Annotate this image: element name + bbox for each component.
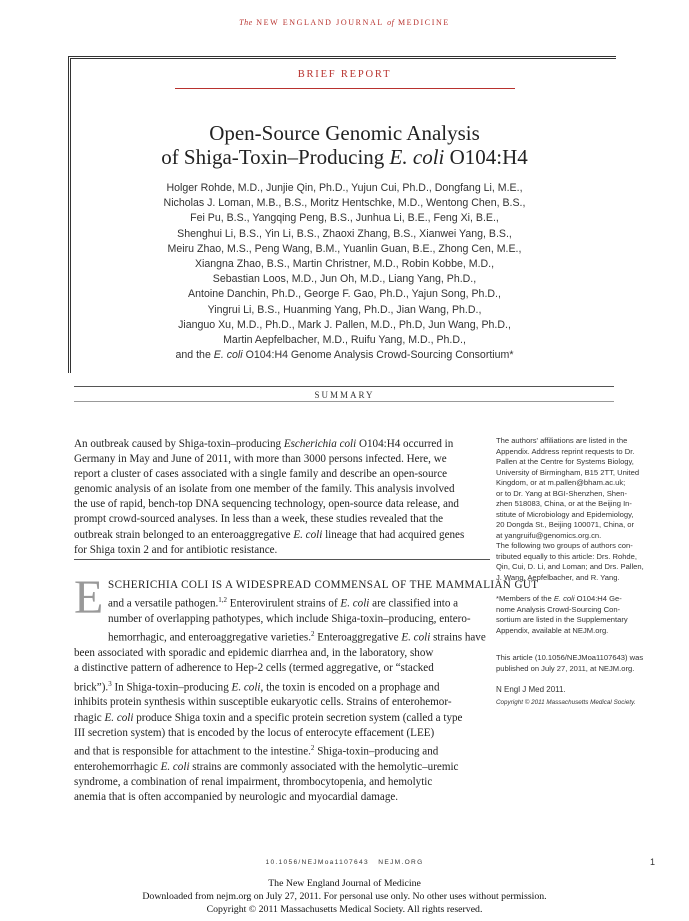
title-line-2-pre: of Shiga-Toxin–Producing: [161, 145, 390, 169]
author-line: Sebastian Loos, M.D., Jun Oh, M.D., Liang Yang, Ph.D.,: [212, 273, 477, 286]
affiliation-line: Kingdom, or at m.pallen@bham.ac.uk;: [496, 478, 626, 487]
author-line: Fei Pu, B.S., Yangqing Peng, B.S., Junhua Li, B.E., Feng Xi, B.E.,: [190, 212, 499, 225]
sidebar-published-note: [496, 653, 666, 674]
author-line: Nicholas J. Loman, M.B., B.S., Moritz Hentschke, M.D., Wentong Chen, B.S.,: [163, 197, 526, 210]
sidebar-consortium-note: [496, 594, 666, 636]
download-line: The New England Journal of Medicine: [268, 878, 421, 889]
citation-text: N Engl J Med 2011.: [496, 685, 566, 694]
affiliation-line: or to Dr. Yang at BGI-Shenzhen, Shen-: [496, 488, 627, 498]
affiliation-line: Pallen at the Centre for Systems Biology,: [496, 457, 634, 466]
author-line: Jianguo Xu, M.D., Ph.D., Mark J. Pallen, M.D., Ph.D, Jun Wang, Ph.D.,: [178, 318, 511, 331]
title-line-2: [0, 145, 689, 169]
journal-masthead: [0, 18, 689, 27]
members-line: nome Analysis Crowd-Sourcing Con-: [496, 604, 621, 614]
body-line: anemia that is often accompanied by neurologic and myocardial damage.: [74, 791, 399, 804]
affiliation-line: zhen 518083, China, or at the Beijing In-: [496, 499, 632, 508]
affiliation-line: 20 Dongda St., Beijing 100071, China, or: [496, 520, 635, 529]
contrib-line: The following two groups of authors con-: [496, 541, 633, 550]
body-line: and a versatile pathogen.$^{1,2}$ Enterovirulent strains of E. coli are classified into a: [108, 596, 459, 610]
summary-line: An outbreak caused by Shiga-toxin–producing Escherichia coli O104:H4 occurred in: [74, 438, 454, 450]
summary-text: [74, 437, 490, 558]
published-line: published on July 27, 2011, at NEJM.org.: [496, 663, 635, 673]
body-line: hemorrhagic, and enteroaggregative varieties.$^2$ Enteroaggregative E. coli strains have: [108, 630, 486, 644]
summary-rule-bottom: [74, 401, 614, 402]
published-line: This article (10.1056/NEJMoa1107643) was: [496, 653, 644, 662]
download-line: Copyright © 2011 Massachusetts Medical Society. All rights reserved.: [206, 903, 483, 915]
body-line: been associated with sporadic and epidemic diarrhea and, in the laboratory, show: [74, 647, 434, 660]
summary-line: report a cluster of cases associated with a single family and describe an open-source: [74, 468, 448, 481]
masthead-of: of: [387, 18, 395, 27]
body-line: brick”).$^3$ In Shiga-toxin–producing E. coli, the toxin is encoded on a prophage and: [74, 679, 440, 694]
body-line: III secretion system) that is encoded by the locus of enterocyte effacement (LEE): [74, 726, 435, 739]
body-line: SCHERICHIA COLI IS A WIDESPREAD COMMENSAL OF THE MAMMALIAN GUT: [108, 579, 539, 591]
affiliation-line: University of Birmingham, B15 2TT, United: [496, 467, 640, 477]
body-line: syndrome, a combination of renal impairment, thrombocytopenia, and hemolytic: [74, 776, 433, 789]
summary-heading: SUMMARY: [314, 390, 375, 400]
body-line: and that is responsible for attachment to the intestine.$^2$ Shiga-toxin–producing and: [74, 744, 439, 758]
body-line: number of overlapping pathotypes, which include Shiga-toxin–producing, entero-: [108, 613, 471, 626]
footer-doi: 10.1056/NEJMoa1107643 NEJM.ORG: [265, 859, 424, 866]
affiliation-line: at yangruifu@genomics.org.cn.: [496, 530, 602, 540]
author-line: Holger Rohde, M.D., Junjie Qin, Ph.D., Yujun Cui, Ph.D., Dongfang Li, M.E.,: [166, 182, 523, 194]
affiliation-line: stitute of Microbiology and Epidemiology,: [496, 509, 634, 519]
summary-line: outbreak strain belonged to an enteroaggregative E. coli lineage that had acquired genes: [74, 528, 465, 541]
summary-line: for Shiga toxin 2 and for antibiotic resistance.: [74, 543, 278, 556]
section-label-rule: [175, 88, 515, 89]
body-line: a distinctive pattern of adherence to Hep-2 cells (termed aggregative, or “stacked: [74, 662, 434, 675]
author-line: Xiangna Zhao, B.S., Martin Christner, M.D., Robin Kobbe, M.D.,: [194, 258, 495, 271]
masthead-prefix: The: [239, 18, 253, 27]
members-line: Appendix, available at NEJM.org.: [496, 625, 609, 635]
section-divider: [74, 559, 490, 560]
author-list: [0, 181, 689, 363]
title-line-1: Open-Source Genomic Analysis: [209, 121, 480, 145]
author-line: Meiru Zhao, M.S., Peng Wang, B.M., Yuanlin Guan, B.E., Zhong Cen, M.E.,: [167, 242, 522, 255]
sidebar-contributions: [496, 541, 666, 583]
summary-line: prompt crowd-sourced analyses. In less than a week, these studies revealed that the: [74, 513, 444, 526]
summary-line: Germany in May and June of 2011, with more than 3000 persons infected. Here, we: [74, 453, 447, 466]
body-line: enterohemorrhagic E. coli strains are commonly associated with the hemolytic–uremic: [74, 760, 459, 773]
body-line: rhagic E. coli produce Shiga toxin and a specific protein secretion system (called a type: [74, 711, 463, 724]
copyright-text: Copyright © 2011 Massachusetts Medical Society.: [496, 698, 636, 706]
section-label: BRIEF REPORT: [297, 69, 392, 80]
author-line: Antoine Danchin, Ph.D., George F. Gao, Ph.D., Yajun Song, Ph.D.,: [188, 288, 501, 301]
sidebar-citation: [496, 685, 666, 708]
author-line-last: and the E. coli O104:H4 Genome Analysis Crowd-Sourcing Consortium*: [175, 349, 514, 362]
title-line-2-italic: E. coli: [389, 145, 445, 169]
author-line: Shenghui Li, B.S., Yin Li, B.S., Zhaoxi Zhang, B.S., Xianwei Yang, B.S.,: [177, 227, 512, 240]
contrib-line: tributed equally to this article: Drs. Rohde,: [496, 551, 637, 561]
contrib-line: J. Wang, Aepfelbacher, and R. Yang.: [496, 572, 620, 582]
members-line: sortium are listed in the Supplementary: [496, 615, 628, 624]
sidebar-affiliations: [496, 436, 666, 541]
author-line: Martin Aepfelbacher, M.D., Ruifu Yang, M.D., Ph.D.,: [223, 334, 466, 347]
body-line: inhibits protein synthesis within susceptible eukaryotic cells. Strains of enterohemor-: [74, 696, 452, 709]
title-line-2-post: O104:H4: [444, 145, 528, 169]
masthead-name-part2: MEDICINE: [397, 18, 450, 27]
members-line: *Members of the E. coli O104:H4 Ge-: [496, 594, 622, 603]
masthead-name-part1: NEW ENGLAND JOURNAL: [256, 18, 384, 27]
affiliation-line: The authors' affiliations are listed in the: [496, 436, 628, 445]
summary-line: genomic analysis of an isolate from one member of the family. This analysis involved: [74, 483, 455, 496]
article-title: [0, 121, 689, 169]
page-number: 1: [650, 857, 656, 867]
affiliation-line: Appendix. Address reprint requests to Dr.: [496, 446, 635, 456]
author-line: Yingrui Li, B.S., Huanming Yang, Ph.D., Jian Wang, Ph.D.,: [207, 303, 482, 316]
summary-line: the use of rapid, bench-top DNA sequencing technology, open-source data release, and: [74, 498, 459, 511]
contrib-line: Qin, Cui, D. Li, and Loman; and Drs. Pallen,: [496, 562, 644, 571]
summary-rule-top: [74, 386, 614, 387]
download-line: Downloaded from nejm.org on July 27, 2011. For personal use only. No other uses without permission.: [142, 890, 547, 902]
drop-cap: E: [74, 571, 104, 624]
download-notice: [0, 878, 689, 916]
